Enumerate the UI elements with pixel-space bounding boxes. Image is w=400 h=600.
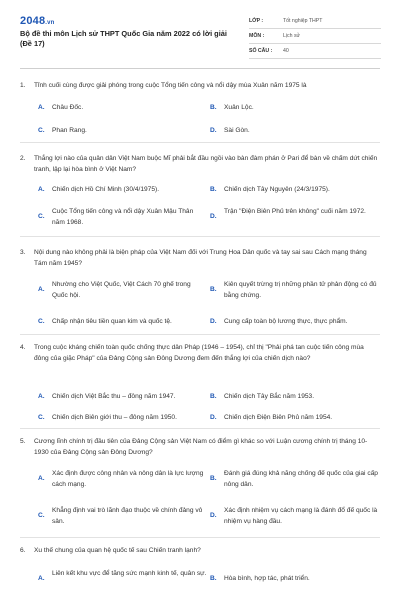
option-letter: B. [210,186,217,193]
option-letter: D. [210,213,217,220]
meta-value: 40 [283,48,289,54]
question-stem: Thắng lợi nào của quân dân Việt Nam buộc Mĩ phải bắt đầu ngồi vào bàn đàm phán ở Pari để bàn về chấm dứt chiến tranh, lập lại hòa bình ở Việt Nam? [34,155,378,173]
question-divider [20,428,380,429]
option-letter: A. [38,104,45,111]
meta-key: SỐ CÂU : [249,48,273,54]
option-letter: B. [210,575,217,582]
option-letter: A. [38,575,45,582]
option-text: Kiên quyết trừng trị những phần tử phản động có đủ bằng chứng. [224,281,377,299]
logo-suffix: .vn [45,20,55,26]
question-divider [20,142,380,143]
meta-value: Tốt nghiệp THPT [283,18,323,24]
option-text: Cuộc Tổng tiến công và nổi dậy Xuân Mậu Thân năm 1968. [52,208,194,226]
option-letter: C. [38,213,45,220]
option-text: Chiến dịch Việt Bắc thu – đông năm 1947. [52,393,176,400]
option-text: Chiến dịch Điện Biên Phủ năm 1954. [224,414,333,421]
question-divider [20,236,380,237]
page-title: Bộ đề thi môn Lịch sử THPT Quốc Gia năm 2022 có lời giải (Đề 17) [20,29,227,48]
question-number: 3. [20,249,26,256]
question-stem: Nội dung nào không phải là biện pháp của Việt Nam đối với Trung Hoa Dân quốc và tay sai sau Cách mạng tháng Tám năm 1945? [34,249,367,267]
question-stem: Tỉnh cuối cùng được giải phóng trong cuộc Tổng tiến công và nổi dậy mùa Xuân năm 1975 là [34,82,307,89]
option-letter: B. [210,286,217,293]
question-number: 4. [20,344,26,351]
option-letter: A. [38,393,45,400]
option-text: Xác định nhiệm vụ cách mạng là đánh đổ đế quốc là nhiệm vụ hàng đầu. [224,507,378,525]
option-letter: B. [210,475,217,482]
meta-value: Lịch sử [283,33,301,39]
question-stem: Xu thế chung của quan hệ quốc tế sau Chiến tranh lạnh? [34,547,201,554]
option-letter: B. [210,393,217,400]
page-header [0,0,400,66]
question-divider [20,537,380,538]
question-number: 5. [20,438,26,445]
question-number: 6. [20,547,26,554]
meta-row-subject [249,29,381,44]
option-text: Chấp nhận tiêu tiền quan kim và quốc tệ. [52,318,172,325]
exam-meta [249,14,381,59]
meta-key: MÔN : [249,33,265,39]
option-letter: C. [38,318,45,325]
option-letter: D. [210,414,217,421]
question-number: 2. [20,155,26,162]
question-stem: Trong cuộc kháng chiến toàn quốc chống thực dân Pháp (1946 – 1954), chỉ thị "Phải phá tan cuộc tiến công mùa đông của giặc Pháp" của Đảng Cộng sản Đông Dương đem đến thắng lợi của chiến dịch nào? [34,344,364,362]
option-text: Chiến dịch Tây Nguyên (24/3/1975). [224,186,330,193]
option-text: Hòa bình, hợp tác, phát triển. [224,575,310,582]
header-divider [20,68,380,69]
option-text: Trận "Điện Biên Phủ trên không" cuối năm 1972. [224,208,366,215]
site-logo[interactable] [20,15,55,27]
option-text: Sài Gòn. [224,127,250,134]
option-letter: C. [38,127,45,134]
option-letter: A. [38,475,45,482]
option-text: Phan Rang. [52,127,87,134]
option-text: Châu Đốc. [52,104,84,111]
option-letter: C. [38,414,45,421]
option-letter: A. [38,186,45,193]
option-text: Liên kết khu vực để tăng sức mạnh kinh tế, quân sự. [52,570,207,577]
meta-key: LỚP : [249,18,264,24]
option-text: Xác định được công nhân và nông dân là lực lượng cách mạng. [52,470,204,488]
option-text: Nhường cho Việt Quốc, Việt Cách 70 ghế trong Quốc hội. [52,281,191,299]
option-letter: D. [210,127,217,134]
option-letter: D. [210,512,217,519]
option-letter: A. [38,286,45,293]
option-text: Chiến dịch Hồ Chí Minh (30/4/1975). [52,186,160,193]
question-stem: Cương lĩnh chính trị đầu tiên của Đảng Cộng sản Việt Nam có điểm gì khác so với Luận cương chính trị tháng 10- 1930 của Đảng Cộng sản Đông Dương? [34,438,368,456]
logo-text: 2048 [20,15,46,27]
meta-row-class [249,14,381,29]
option-text: Cung cấp toàn bộ lương thực, thực phẩm. [224,318,348,325]
option-text: Khẳng định vai trò lãnh đạo thuộc về chính đảng vô sản. [52,507,203,525]
option-text: Chiến dịch Biên giới thu – đông năm 1950. [52,414,177,421]
option-text: Đánh giá đúng khả năng chống đế quốc của giai cấp nông dân. [224,470,378,488]
option-letter: D. [210,318,217,325]
option-text: Chiến dịch Tây Bắc năm 1953. [224,393,315,400]
option-text: Xuân Lộc. [224,104,254,111]
option-letter: B. [210,104,217,111]
question-divider [20,334,380,335]
option-letter: C. [38,512,45,519]
meta-row-count [249,44,381,59]
question-number: 1. [20,82,26,89]
